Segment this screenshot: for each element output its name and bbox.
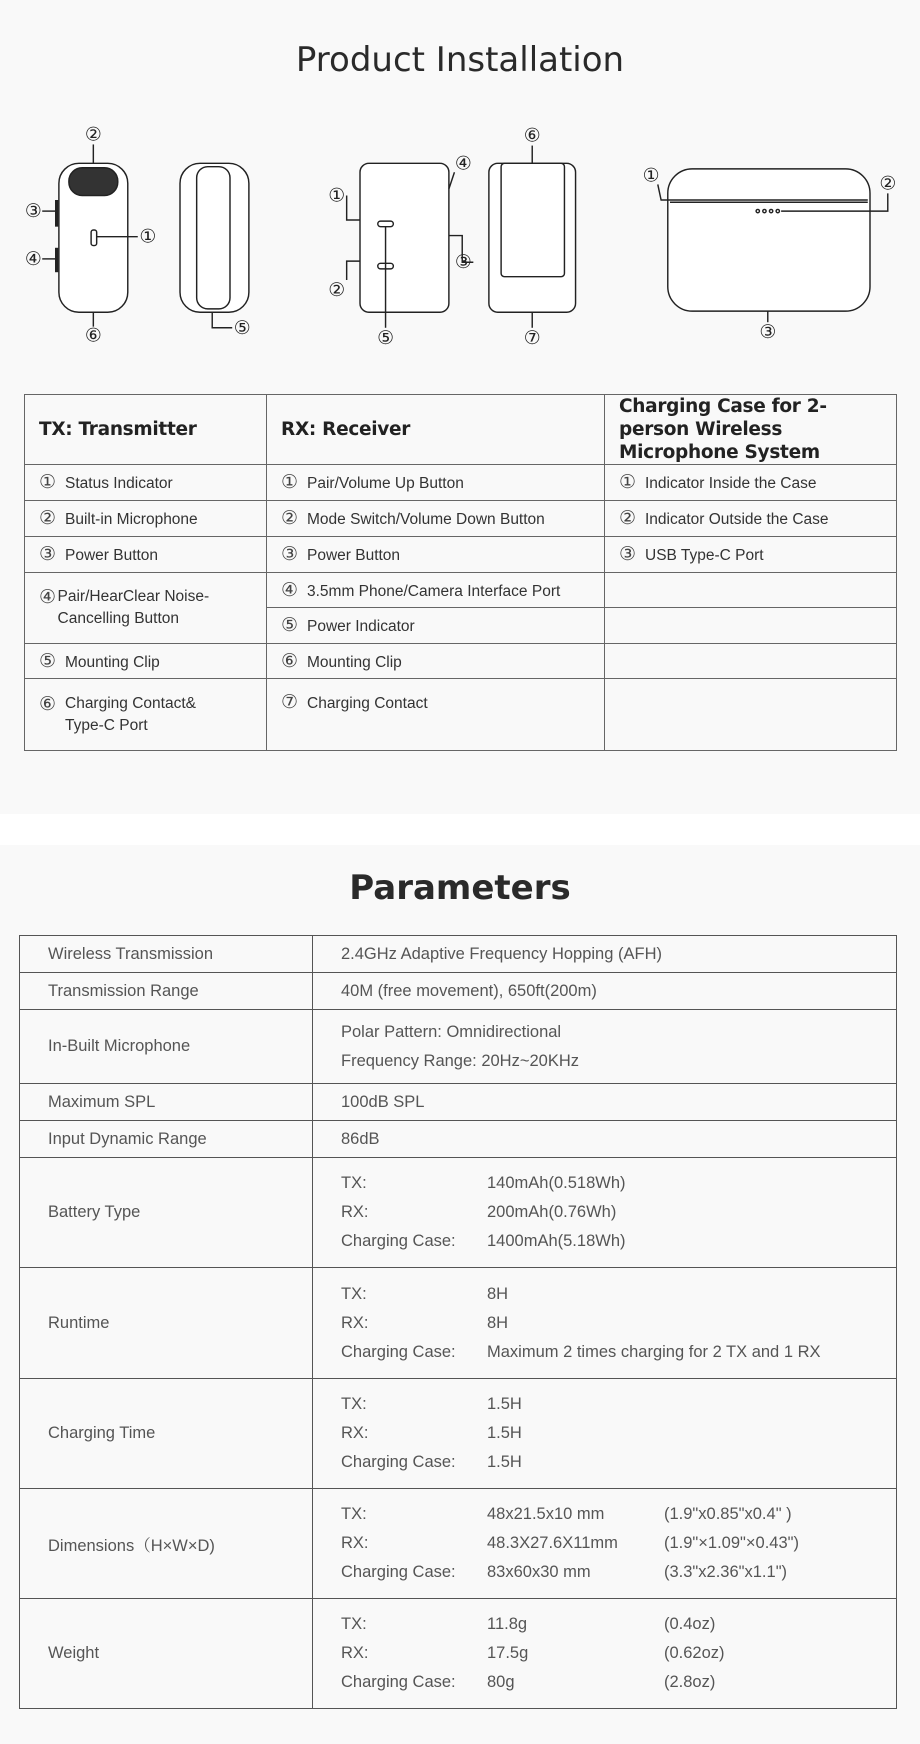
case-item: ② Indicator Outside the Case (605, 501, 897, 537)
tx-item: ⑥ Charging Contact& Type-C Port (25, 679, 267, 751)
line-value: 140mAh(0.518Wh) (487, 1174, 626, 1192)
callout-label: ① (139, 225, 157, 248)
line-value: 80g (487, 1673, 515, 1691)
tx-item: ④ Pair/HearClear Noise-Cancelling Button (25, 573, 267, 644)
line-value: 83x60x30 mm (487, 1563, 591, 1581)
callout-label: ③ (759, 321, 777, 344)
callout-label: ② (328, 279, 346, 301)
installation-title: Product Installation (295, 40, 625, 80)
param-name: Dimensions（H×W×D) (20, 1489, 313, 1599)
line-value: 1.5H (487, 1453, 522, 1471)
header-case: Charging Case for 2-person Wireless Microphone System (605, 395, 897, 465)
param-value: 40M (free movement), 650ft(200m) (313, 973, 897, 1010)
table-row (20, 1010, 897, 1084)
case-empty (605, 644, 897, 679)
param-name: Wireless Transmission (20, 936, 313, 973)
line-label: Charging Case: (341, 1232, 456, 1250)
param-value: 2.4GHz Adaptive Frequency Hopping (AFH) (313, 936, 897, 973)
line-label: RX: (341, 1313, 369, 1332)
param-name: Weight (20, 1599, 313, 1709)
line-value: 200mAh(0.76Wh) (487, 1203, 617, 1221)
param-name: Charging Time (20, 1379, 313, 1489)
callout-label: ⑤ (233, 316, 251, 339)
case-empty (605, 679, 897, 751)
line-value: 1.5H (487, 1395, 522, 1413)
param-name: In-Built Microphone (20, 1010, 313, 1084)
callout-label: ③ (454, 251, 472, 274)
table-row (20, 1158, 897, 1268)
line-imperial: (1.9"x0.85"x0.4" ) (664, 1505, 792, 1523)
line-label: Charging Case: (341, 1453, 456, 1471)
line-label: RX: (341, 1203, 369, 1221)
tx-item: ② Built-in Microphone (25, 501, 267, 537)
table-row (25, 679, 897, 751)
header-tx: TX: Transmitter (25, 395, 267, 465)
line-imperial: (2.8oz) (664, 1673, 716, 1691)
tx-item: ① Status Indicator (25, 465, 267, 501)
line-label: RX: (341, 1644, 369, 1662)
param-name: Transmission Range (20, 973, 313, 1010)
line-imperial: (3.3"x2.36"x1.1") (664, 1563, 788, 1581)
table-row (20, 973, 897, 1010)
receiver-front-drawing (347, 163, 474, 327)
table-row (20, 1268, 897, 1379)
callout-label: ① (328, 184, 346, 207)
receiver-back-drawing (489, 146, 576, 328)
case-item: ③ USB Type-C Port (605, 537, 897, 573)
param-name: Maximum SPL (20, 1084, 313, 1121)
line-value: 17.5g (487, 1644, 529, 1662)
table-row (20, 1489, 897, 1599)
parameters-table (19, 935, 897, 1709)
rx-item: ④ 3.5mm Phone/Camera Interface Port (267, 573, 605, 608)
rx-item: ① Pair/Volume Up Button (267, 465, 605, 501)
case-item: ① Indicator Inside the Case (605, 465, 897, 501)
table-row (20, 1599, 897, 1709)
param-name: Runtime (20, 1268, 313, 1379)
line-value: 1400mAh(5.18Wh) (487, 1232, 626, 1250)
callout-label: ④ (454, 152, 472, 175)
table-row (20, 1379, 897, 1489)
line-value: 11.8g (487, 1615, 528, 1633)
callout-label: ② (84, 123, 102, 146)
line-value: 48x21.5x10 mm (487, 1505, 605, 1523)
callout-label: ① (642, 164, 660, 187)
line-label: RX: (341, 1534, 369, 1552)
callout-label: ⑥ (84, 324, 102, 347)
rx-item: ⑦ Charging Contact (267, 679, 605, 751)
line-label: Charging Case: (341, 1342, 456, 1361)
callout-label: ② (879, 172, 897, 195)
line-label: Charging Case: (341, 1673, 456, 1691)
line-label: RX: (341, 1424, 369, 1442)
callout-label: ④ (24, 247, 42, 270)
line-imperial: (0.4oz) (664, 1615, 716, 1633)
table-row (25, 537, 897, 573)
line-value: 48.3X27.6X11mm (487, 1534, 618, 1552)
callout-label: ③ (24, 200, 42, 223)
rx-item: ② Mode Switch/Volume Down Button (267, 501, 605, 537)
table-row (25, 501, 897, 537)
line-value: Maximum 2 times charging for 2 TX and 1 RX (487, 1342, 821, 1361)
parameters-title: Parameters (349, 868, 571, 908)
param-value: 100dB SPL (313, 1084, 897, 1121)
param-name: Input Dynamic Range (20, 1121, 313, 1158)
line-imperial: (0.62oz) (664, 1644, 725, 1662)
installation-table (24, 394, 897, 751)
case-empty (605, 573, 897, 608)
line-label: TX: (341, 1395, 367, 1413)
table-row (25, 644, 897, 679)
table-row (20, 936, 897, 973)
table-row (25, 573, 897, 608)
table-row (25, 465, 897, 501)
line-label: TX: (341, 1174, 367, 1192)
param-value: Polar Pattern: Omnidirectional (341, 1022, 562, 1041)
table-row (20, 1084, 897, 1121)
transmitter-side-drawing (180, 163, 249, 327)
tx-item: ⑤ Mounting Clip (25, 644, 267, 679)
param-name: Battery Type (20, 1158, 313, 1268)
rx-item: ③ Power Button (267, 537, 605, 573)
table-header-row (25, 395, 897, 465)
section-divider (0, 814, 920, 845)
transmitter-front-drawing (42, 144, 138, 326)
product-diagram (0, 100, 920, 360)
rx-item: ⑥ Mounting Clip (267, 644, 605, 679)
header-rx: RX: Receiver (267, 395, 605, 465)
case-empty (605, 608, 897, 644)
line-value: 8H (487, 1284, 509, 1303)
line-label: TX: (341, 1284, 367, 1303)
line-label: TX: (341, 1505, 367, 1523)
line-imperial: (1.9"×1.09"×0.43") (664, 1534, 799, 1552)
table-row (20, 1121, 897, 1158)
callout-label: ⑥ (523, 124, 541, 147)
param-value: Frequency Range: 20Hz~20KHz (341, 1051, 580, 1070)
line-value: 8H (487, 1313, 509, 1332)
callout-label: ⑤ (377, 326, 395, 349)
tx-item: ③ Power Button (25, 537, 267, 573)
charging-case-drawing (658, 169, 888, 322)
param-value: 86dB (313, 1121, 897, 1158)
rx-item: ⑤ Power Indicator (267, 608, 605, 644)
line-label: Charging Case: (341, 1563, 456, 1581)
callout-label: ⑦ (523, 326, 541, 349)
line-label: TX: (341, 1615, 367, 1633)
line-value: 1.5H (487, 1424, 522, 1442)
